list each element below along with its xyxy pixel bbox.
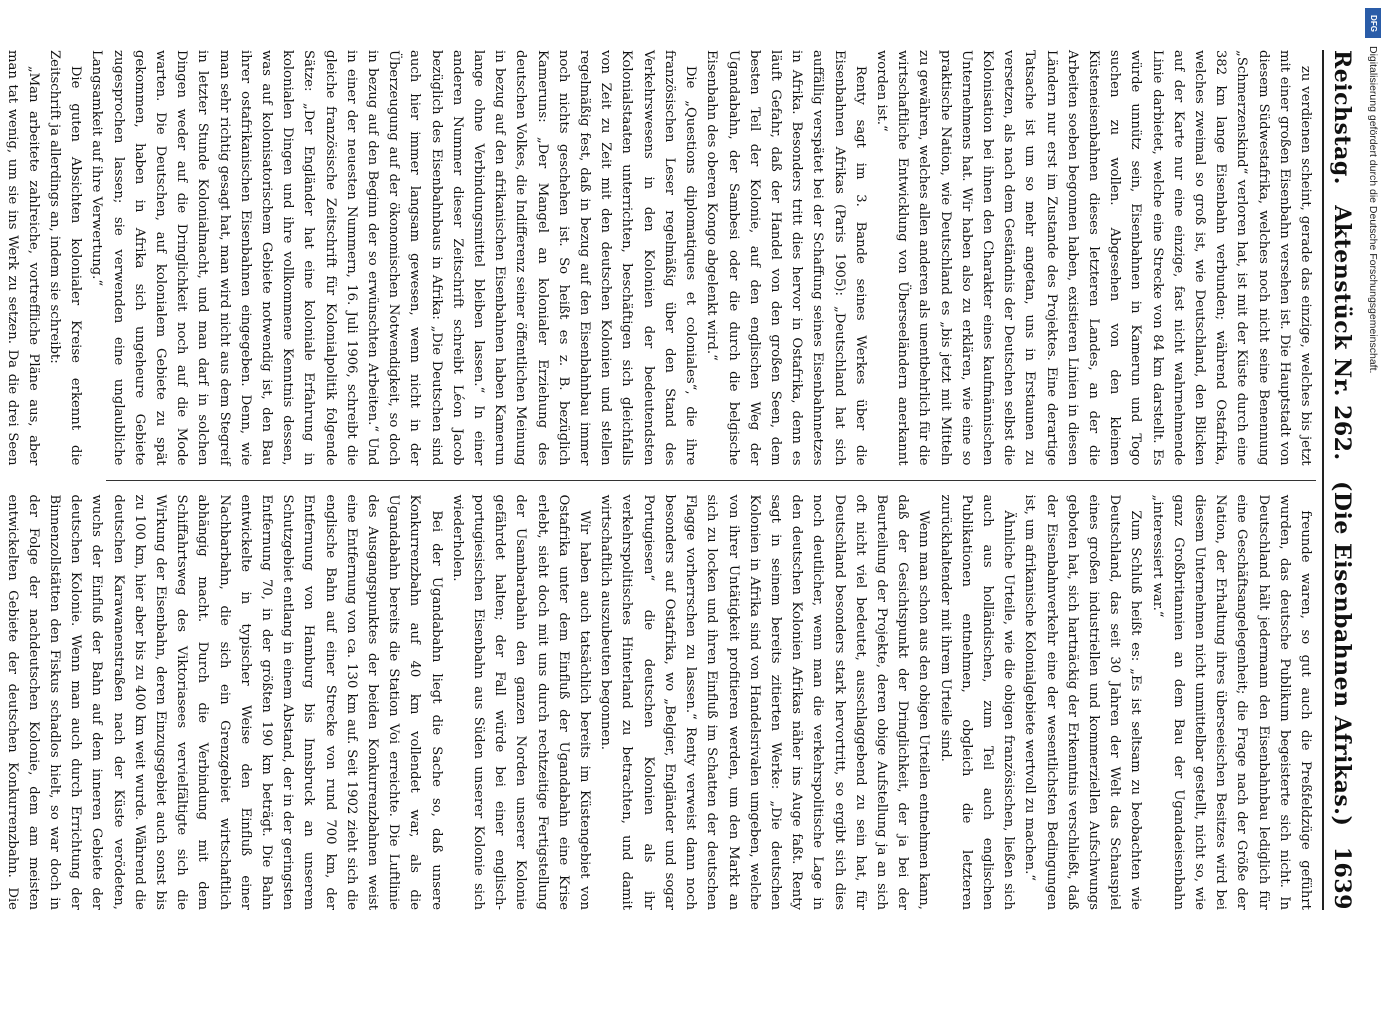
rotated-page (4, 50, 1360, 910)
column-right (4, 494, 1316, 911)
paragraph: Wenn man schon aus den obigen Urteilen entnehmen kann, daß der Gesichtspunkt der Dringlichkeit, der ja bei der Beurteilung der Projekte, deren obige Aufstellung ja an sich oft nicht viel bedeutet, ausschlaggebend zu sein hat, für Deutschland besonders stark hervortritt, so ergibt sich dies noch deutlicher, wenn man die verkehrspolitische Lage in den deutschen Kolonien Afrikas näher ins Auge faßt. Renty sagt in seinem bereits zitierten Werke: „Die deutschen Kolonien in Afrika sind von Handelsrivalen umgeben, welche von ihrer Untätigkeit profitieren werden, um den Markt an sich zu locken und ihren Einfluß im Schatten der deutschen Flagge vorherrschen zu lassen.“ Renty verweist dann noch besonders auf Ostafrika, wo „Belgier, Engländer und sogar Portugiesen“ die deutschen Kolonien als ihr verkehrspolitisches Hinterland zu betrachten, und damit wirtschaftlich auszubeuten begonnen. (598, 494, 932, 910)
paragraph: freunde waren, so gut auch die Preßfeldzüge geführt wurden, das deutsche Publikum begeisterte sich nicht. In Deutschland hält jedermann den Eisenbahnbau lediglich für eine Geschäftsangelegenheit; die Frage nach der Größe der Nation, der Erhaltung ihres überseeischen Besitzes wird bei diesem Unternehmen nicht unmittelbar gestellt, nicht so, wie ganz Großbritannien an dem Bau der Ugandaeisenbahn „interessiert war.“ (1149, 494, 1313, 910)
column-divider (106, 480, 1316, 481)
dfg-logo: DFG (1365, 8, 1381, 38)
page-header (1322, 50, 1360, 910)
header-left: Reichstag. (1329, 50, 1355, 185)
paragraph: Zum Schluß heißt es: „Es ist seltsam zu beobachten wie Deutschland, das seit 30 Jahren der Welt das Schauspiel eines großen industriellen und kommerziellen Aufschwungs geboten hat, sich hartnäckig der Erkenntnis verschließt, daß der Eisenbahnverkehr eine der wesentlichsten Bedingungen ist, um afrikanische Kolonialgebiete wertvoll zu machen.“ (1022, 494, 1144, 910)
header-title: (Die Eisenbahnen Afrikas.) (1329, 481, 1355, 827)
paragraph: Renty sagt im 3. Bande seines Werkes über die Eisenbahnen Afrikas (Paris 1905): „Deutschland hat sich auffällig verspätet bei der Schaffung seines Eisenbahnnetzes in Afrika. Besonders tritt dies hervor in Ostafrika, denn es läuft Gefahr, daß der Handel von den großen Seen, dem besten Teil der Kolonie, auf den englischen Weg der Ugandabahn, der Sambesi oder die durch die belgische Eisenbahn des oberen Kongo abgelenkt wird.“ (704, 50, 868, 466)
page-number: 1639 (1329, 846, 1355, 910)
digitization-note (1365, 46, 1379, 1026)
header-document-number: Aktenstück Nr. 262. (1329, 205, 1355, 461)
paragraph: „Man arbeitete zahlreiche, vortreffliche Pläne aus, aber man tat wenig, um sie ins Werk zu setzen. Da die drei Seen (4, 50, 41, 466)
paragraph: zu verdienen scheint, gerade das einzige, welches bis jetzt mit einer großen Eisenbahn versehen ist. Die Hauptstadt von diesem Südwestafrika, welches noch nicht seine Benennung „Schmerzenskind“ verloren hat, ist mit der Küste durch eine 382 km lange Eisenbahn verbunden; während Ostafrika, welches zweimal so groß ist, wie Deutschland, den Blicken auf der Karte nur eine einzige, fast nicht wahrnehmende Linie darbietet, welche eine Strecke von 84 km darstellt. Es würde unnütz sein, Eisenbahnen in Kamerun und Togo suchen zu wollen. Abgesehen von den kleinen Küsteneisenbahnen dieses letzteren Landes, an der die Arbeiten soeben begonnen haben, existieren Linien in diesen Ländern nur erst im Zustande des Projektes. Eine derartige Tatsache ist um so mehr angetan, uns in Erstaunen zu versetzen, als nach dem Geständnis der Deutschen selbst die Kolonisation bei ihnen den Charakter eines kaufmännischen Unternehmens hat. Wir haben also zu erklären, wie eine so praktische Nation, wie Deutschland es „bis jetzt mit Mitteln zu gewähren, welches allen anderen als unentbehrlich für die wirtschaftliche Entwicklung von Überseeländern anerkannt worden ist.“ (873, 50, 1313, 466)
paragraph: Bei der Ugandabahn liegt die Sache so, daß unsere Konkurrenzbahn auf 40 km vollendet war, als die Ugandabahn bereits die Station Voi erreichte. Die Luftlinie des Ausgangspunktes der beiden Konkurrenzbahnen weist eine Entfernung von ca. 130 km auf. Seit 1902 zieht sich die englische Bahn auf einer Strecke von rund 700 km, der Entfernung von Hamburg bis Innsbruck an unserem Schutzgebiet entlang in einem Abstand, der in der geringsten Entfernung 70, in der größten 190 km beträgt. Die Bahn entwickelte in typischer Weise den Einfluß einer Nachbarbahn, die sich ein Grenzgebiet wirtschaftlich abhängig macht. Durch die Verbindung mit dem Schiffahrtsweg des Viktoriasees vervielfältigte sich die Wirkung der Eisenbahn, deren Einzugsgebiet auch sonst bis zu 100 km, hier aber bis zu 400 km weit wurde. Während die deutschen Karawanenstraßen nach der Küste verödeten, wuchs der Einfluß der Bahn auf dem inneren Gebiete der deutschen Kolonie. Wenn man auch durch Errichtung der Binnenzollstätten den Fiskus schadlos hielt, so war doch in der Folge der nachdeutschen Kolonie, dem am meisten entwickelten Gebiete der deutschen Konkurrenzbahn. Die (4, 494, 444, 910)
paragraph: Die guten Absichten kolonialer Kreise erkennt die Zeitschrift ja allerdings an, indem sie schreibt: (47, 50, 84, 466)
digitization-note-text: Digitalisierung gefördert durch die Deutsche Forschungsgemeinschaft. (1367, 46, 1379, 374)
paragraph: Ähnliche Urteile, wie die obigen französischen, ließen sich auch aus holländischen, zum Teil auch englischen Publikationen entnehmen, obgleich die letzteren zurückhaltender mit ihrem Urteile sind. (937, 494, 1017, 910)
paragraph: Wir haben auch tatsächlich bereits im Küstengebiet von Ostafrika unter dem Einfluß der Ugandabahn eine Krise erlebt, sieht doch mit uns durch rechtzeitige Fertigstellung der Usambarabahn den ganzen Norden unserer Kolonie gefährdet halten; der Fall würde bei einer englisch-portugiesischen Eisenbahn aus Süden unserer Kolonie sich wiederholen. (449, 494, 593, 910)
paragraph: Die „Questions diplomatiques et coloniales“, die ihre französischen Leser regelmäßig über den Stand des Verkehrswesens in den Kolonien der bedeutendsten Kolonialstaaten unterrichten, beschäftigen sich gleichfalls von Zeit zu Zeit mit den deutschen Kolonien und stellen regelmäßig fest, daß in bezug auf den Eisenbahnbau immer noch nichts geschehen ist. So heißt es z. B. bezüglich Kameruns: „Der Mangel an kolonialer Erziehung des deutschen Volkes, die Indifferenz seiner öffentlichen Meinung in bezug auf den afrikanischen Eisenbahnen haben Kamerun lange ohne Verbindungsmittel bleiben lassen.“ In einer anderen Nummer dieser Zeitschrift schreibt Léon Jacob bezüglich des Eisenbahnbaus in Afrika: „Die Deutschen sind auch hier immer langsam gewesen, wenn nicht in der Überzeugung auf der ökonomischen Notwendigkeit, so doch in bezug auf den Beginn der so erwünschten Arbeiten.“ Und in einer der neuesten Nummern, 16. Juli 1906, schreibt die gleiche französische Zeitschrift für Kolonialpolitik folgende Sätze: „Der Engländer hat eine koloniale Erfahrung in kolonialen Dingen und ihre vollkommene Kenntnis dessen, was auf kolonisatorischem Gebiete notwendig ist, den Bau ihrer ostafrikanischen Eisenbahnen eingegeben. Denn, wie man sehr richtig gesagt hat, man wird nicht aus dem Stegreif in letzter Stunde Kolonialmacht, und man darf in solchen Dingen weder auf die Dringlichkeit noch auf die Mode warten. Die Deutschen, auf kolonialem Gebiete zu spät gekommen, haben in Afrika sich ungeheure Gebiete zugesprochen lassen; sie verwenden eine unglaubliche Langsamkeit auf ihre Verwertung.“ (89, 50, 699, 466)
text-columns (4, 50, 1316, 910)
column-left (4, 50, 1316, 466)
